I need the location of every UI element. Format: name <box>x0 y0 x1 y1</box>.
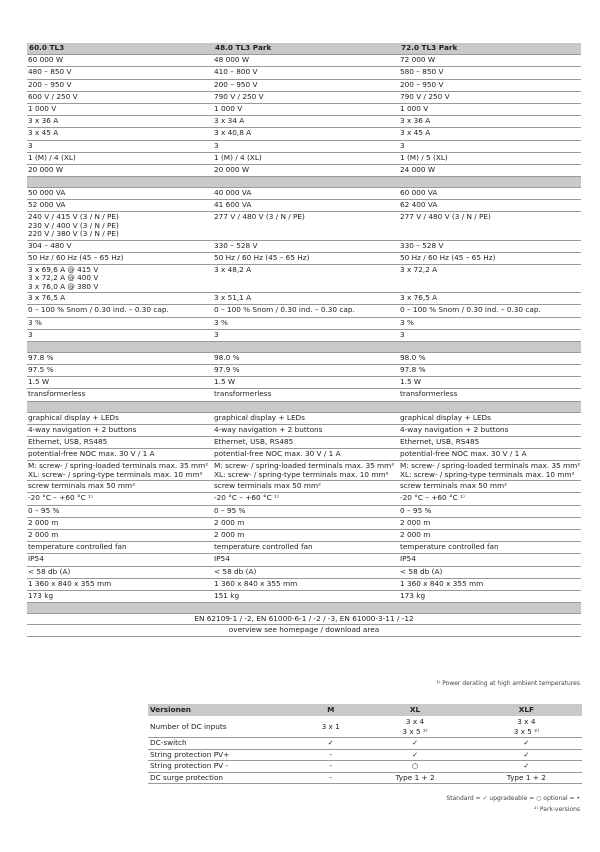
dc-rows-cell: 3 <box>399 141 581 153</box>
versions-row <box>148 761 582 772</box>
standards-line: EN 62109-1 / -2, EN 61000-6-1 / -2 / -3, EN 61000-3-11 / -12 <box>27 614 581 625</box>
dc-rows-cell: 3 x 36 A <box>27 116 213 128</box>
versions-cell: ✓ <box>359 749 470 760</box>
gen-rows-cell: 4-way navigation + 2 buttons <box>27 425 213 437</box>
versions-row <box>148 749 582 760</box>
spec-table <box>27 43 581 637</box>
dc-rows-cell: 72 000 W <box>399 55 581 67</box>
gen-rows-cell: potential-free NOC max. 30 V / 1 A <box>399 449 581 461</box>
gen-rows-cell: M: screw- / spring-loaded terminals max. 35 mm² XL: screw- / spring-type terminals max. 10 mm² <box>399 461 581 481</box>
ac-rows-cell: 0 – 100 % Snom / 0.30 ind. – 0.30 cap. <box>399 305 581 317</box>
gen-rows-cell: temperature controlled fan <box>213 542 399 554</box>
dc-rows-cell: 3 x 36 A <box>399 116 581 128</box>
ac-rows-cell: 3 <box>399 330 581 342</box>
ac-rows-cell: 330 – 528 V <box>399 241 581 253</box>
dc-rows-cell: 3 x 45 A <box>399 128 581 140</box>
ac-rows-cell: 0 – 100 % Snom / 0.30 ind. – 0.30 cap. <box>213 305 399 317</box>
gen-rows-cell: 1 360 x 840 x 355 mm <box>213 579 399 591</box>
gen-rows-cell: screw terminals max 50 mm² <box>213 481 399 493</box>
ac-rows-cell: 3 % <box>213 318 399 330</box>
gen-rows-cell: 4-way navigation + 2 buttons <box>399 425 581 437</box>
versions-header-1: M <box>302 704 359 716</box>
ac-rows-cell: 3 x 48,2 A <box>213 265 399 293</box>
ac-rows-cell: 3 <box>27 330 213 342</box>
ac-rows-cell: 3 x 76,5 A <box>399 293 581 305</box>
dc-rows-cell: 48 000 W <box>213 55 399 67</box>
versions-header-2: XL <box>359 704 470 716</box>
versions-cell: DC-switch <box>148 738 302 749</box>
column-header-2: 48.0 TL3 Park <box>213 43 399 55</box>
dc-rows-cell: 790 V / 250 V <box>213 92 399 104</box>
ac-rows-cell: 304 – 480 V <box>27 241 213 253</box>
gen-rows-cell: < 58 db (A) <box>213 567 399 579</box>
gen-rows-cell: Ethernet, USB, RS485 <box>213 437 399 449</box>
gen-rows-cell: temperature controlled fan <box>399 542 581 554</box>
versions-header-row <box>148 704 582 716</box>
dc-rows-cell: 1 (M) / 4 (XL) <box>213 153 399 165</box>
section-band-efficiency <box>27 342 581 353</box>
dc-rows-cell: 1 000 V <box>27 104 213 116</box>
dc-rows-cell: 1 (M) / 4 (XL) <box>27 153 213 165</box>
gen-rows-cell: 0 – 95 % <box>27 506 213 518</box>
dc-rows-cell: 200 – 950 V <box>213 80 399 92</box>
ac-rows-cell: 50 Hz / 60 Hz (45 – 65 Hz) <box>399 253 581 265</box>
versions-cell: 3 x 1 <box>302 716 359 737</box>
versions-cell: String protection PV+ <box>148 749 302 760</box>
gen-rows-cell: 4-way navigation + 2 buttons <box>213 425 399 437</box>
dc-rows-cell: 1 (M) / 5 (XL) <box>399 153 581 165</box>
gen-rows-cell: Ethernet, USB, RS485 <box>27 437 213 449</box>
gen-rows-cell: M: screw- / spring-loaded terminals max. 35 mm² XL: screw- / spring-type terminals max. 10 mm² <box>213 461 399 481</box>
ac-rows-cell: 3 % <box>27 318 213 330</box>
versions-cell: 3 x 4 3 x 5 ²⁾ <box>359 716 470 737</box>
gen-rows-cell: potential-free NOC max. 30 V / 1 A <box>213 449 399 461</box>
versions-cell: Type 1 + 2 <box>471 772 582 783</box>
eff-rows-cell: 1.5 W <box>399 377 581 389</box>
ac-rows-cell: 50 Hz / 60 Hz (45 – 65 Hz) <box>213 253 399 265</box>
section-band-standards <box>27 603 581 614</box>
versions-cell: ✓ <box>471 738 582 749</box>
ac-rows-cell: 277 V / 480 V (3 / N / PE) <box>213 212 399 240</box>
gen-rows-cell: M: screw- / spring-loaded terminals max. 35 mm² XL: screw- / spring-type terminals max. 10 mm² <box>27 461 213 481</box>
dc-rows-cell: 20 000 W <box>213 165 399 177</box>
dc-rows-cell: 20 000 W <box>27 165 213 177</box>
dc-rows-cell: 3 <box>213 141 399 153</box>
gen-rows-cell: < 58 db (A) <box>399 567 581 579</box>
ac-rows-cell: 50 Hz / 60 Hz (45 – 65 Hz) <box>27 253 213 265</box>
column-header-1: 60.0 TL3 <box>27 43 213 55</box>
ac-rows-cell: 3 x 72,2 A <box>399 265 581 293</box>
versions-cell: ✓ <box>359 738 470 749</box>
eff-rows-cell: 97.8 % <box>27 353 213 365</box>
gen-rows-cell: -20 °C – +60 °C ¹⁾ <box>27 493 213 505</box>
gen-rows-cell: 1 360 x 840 x 355 mm <box>27 579 213 591</box>
dc-rows-cell: 24 000 W <box>399 165 581 177</box>
spec-grid <box>27 43 581 637</box>
dc-rows-cell: 3 <box>27 141 213 153</box>
versions-row <box>148 716 582 737</box>
gen-rows-cell: 151 kg <box>213 591 399 603</box>
ac-rows-cell: 277 V / 480 V (3 / N / PE) <box>399 212 581 240</box>
dc-rows-cell: 1 000 V <box>399 104 581 116</box>
dc-rows-cell: 3 x 34 A <box>213 116 399 128</box>
versions-header-3: XLF <box>471 704 582 716</box>
gen-rows-cell: 2 000 m <box>27 530 213 542</box>
gen-rows-cell: -20 °C – +60 °C ¹⁾ <box>399 493 581 505</box>
versions-cell: ○ <box>359 761 470 772</box>
overview-line: overview see homepage / download area <box>27 625 581 636</box>
ac-rows-cell: 3 % <box>399 318 581 330</box>
gen-rows-cell: 2 000 m <box>27 518 213 530</box>
gen-rows-cell: 2 000 m <box>399 530 581 542</box>
versions-legend: Standard = ✓ upgradeable = ○ optional = • <box>446 795 580 802</box>
footnote-park: ²⁾ Park-versions <box>534 806 580 813</box>
gen-rows-cell: 173 kg <box>399 591 581 603</box>
dc-rows-cell: 410 – 800 V <box>213 67 399 79</box>
gen-rows-cell: graphical display + LEDs <box>27 413 213 425</box>
dc-rows-cell: 600 V / 250 V <box>27 92 213 104</box>
gen-rows-cell: IP54 <box>27 554 213 566</box>
versions-cell: Number of DC inputs <box>148 716 302 737</box>
versions-cell: - <box>302 772 359 783</box>
section-band-ac <box>27 177 581 188</box>
gen-rows-cell: screw terminals max 50 mm² <box>27 481 213 493</box>
versions-cell: ✓ <box>302 738 359 749</box>
versions-cell: ✓ <box>471 749 582 760</box>
versions-table <box>148 704 582 784</box>
dc-rows-cell: 1 000 V <box>213 104 399 116</box>
dc-rows-cell: 60 000 W <box>27 55 213 67</box>
gen-rows-cell: < 58 db (A) <box>27 567 213 579</box>
ac-rows-cell: 41 600 VA <box>213 200 399 212</box>
gen-rows-cell: screw terminals max 50 mm² <box>399 481 581 493</box>
eff-rows-cell: 98.0 % <box>399 353 581 365</box>
ac-rows-cell: 240 V / 415 V (3 / N / PE) 230 V / 400 V (3 / N / PE) 220 V / 380 V (3 / N / PE) <box>27 212 213 240</box>
dc-rows-cell: 3 x 40,8 A <box>213 128 399 140</box>
eff-rows-cell: 1.5 W <box>27 377 213 389</box>
ac-rows-cell: 40 000 VA <box>213 188 399 200</box>
ac-rows-cell: 50 000 VA <box>27 188 213 200</box>
ac-rows-cell: 3 x 51,1 A <box>213 293 399 305</box>
gen-rows-cell: temperature controlled fan <box>27 542 213 554</box>
dc-rows-cell: 200 – 950 V <box>27 80 213 92</box>
versions-cell: - <box>302 749 359 760</box>
dc-rows-cell: 580 – 850 V <box>399 67 581 79</box>
versions-cell: - <box>302 761 359 772</box>
footnote-ambient: ¹⁾ Power derating at high ambient temperatures <box>436 680 580 687</box>
versions-cell: Type 1 + 2 <box>359 772 470 783</box>
eff-rows-cell: 97.9 % <box>213 365 399 377</box>
versions-cell: 3 x 4 3 x 5 ²⁾ <box>471 716 582 737</box>
gen-rows-cell: 0 – 95 % <box>213 506 399 518</box>
versions-header-0: Versionen <box>148 704 302 716</box>
gen-rows-cell: 0 – 95 % <box>399 506 581 518</box>
gen-rows-cell: IP54 <box>213 554 399 566</box>
gen-rows-cell: 2 000 m <box>213 518 399 530</box>
versions-cell: DC surge protection <box>148 772 302 783</box>
gen-rows-cell: -20 °C – +60 °C ¹⁾ <box>213 493 399 505</box>
gen-rows-cell: graphical display + LEDs <box>399 413 581 425</box>
gen-rows-cell: 2 000 m <box>213 530 399 542</box>
column-header-3: 72.0 TL3 Park <box>399 43 581 55</box>
gen-rows-cell: graphical display + LEDs <box>213 413 399 425</box>
dc-rows-cell: 790 V / 250 V <box>399 92 581 104</box>
gen-rows-cell: 173 kg <box>27 591 213 603</box>
eff-rows-cell: 1.5 W <box>213 377 399 389</box>
versions-row <box>148 772 582 783</box>
gen-rows-cell: IP54 <box>399 554 581 566</box>
versions-cell: ✓ <box>471 761 582 772</box>
eff-rows-cell: 98.0 % <box>213 353 399 365</box>
ac-rows-cell: 0 – 100 % Snom / 0.30 ind. – 0.30 cap. <box>27 305 213 317</box>
dc-rows-cell: 3 x 45 A <box>27 128 213 140</box>
section-band-general <box>27 402 581 413</box>
ac-rows-cell: 3 x 76,5 A <box>27 293 213 305</box>
versions-cell: String protection PV - <box>148 761 302 772</box>
ac-rows-cell: 330 – 528 V <box>213 241 399 253</box>
ac-rows-cell: 52 000 VA <box>27 200 213 212</box>
dc-rows-cell: 480 – 850 V <box>27 67 213 79</box>
dc-rows-cell: 200 – 950 V <box>399 80 581 92</box>
ac-rows-cell: 60 000 VA <box>399 188 581 200</box>
gen-rows-cell: Ethernet, USB, RS485 <box>399 437 581 449</box>
gen-rows-cell: 1 360 x 840 x 355 mm <box>399 579 581 591</box>
versions-row <box>148 738 582 749</box>
eff-rows-cell: 97.8 % <box>399 365 581 377</box>
gen-rows-cell: potential-free NOC max. 30 V / 1 A <box>27 449 213 461</box>
eff-rows-cell: transformerless <box>213 389 399 401</box>
gen-rows-cell: 2 000 m <box>399 518 581 530</box>
ac-rows-cell: 3 x 69,6 A @ 415 V 3 x 72,2 A @ 400 V 3 x 76,0 A @ 380 V <box>27 265 213 293</box>
ac-rows-cell: 3 <box>213 330 399 342</box>
ac-rows-cell: 62 400 VA <box>399 200 581 212</box>
eff-rows-cell: transformerless <box>27 389 213 401</box>
eff-rows-cell: 97.5 % <box>27 365 213 377</box>
eff-rows-cell: transformerless <box>399 389 581 401</box>
